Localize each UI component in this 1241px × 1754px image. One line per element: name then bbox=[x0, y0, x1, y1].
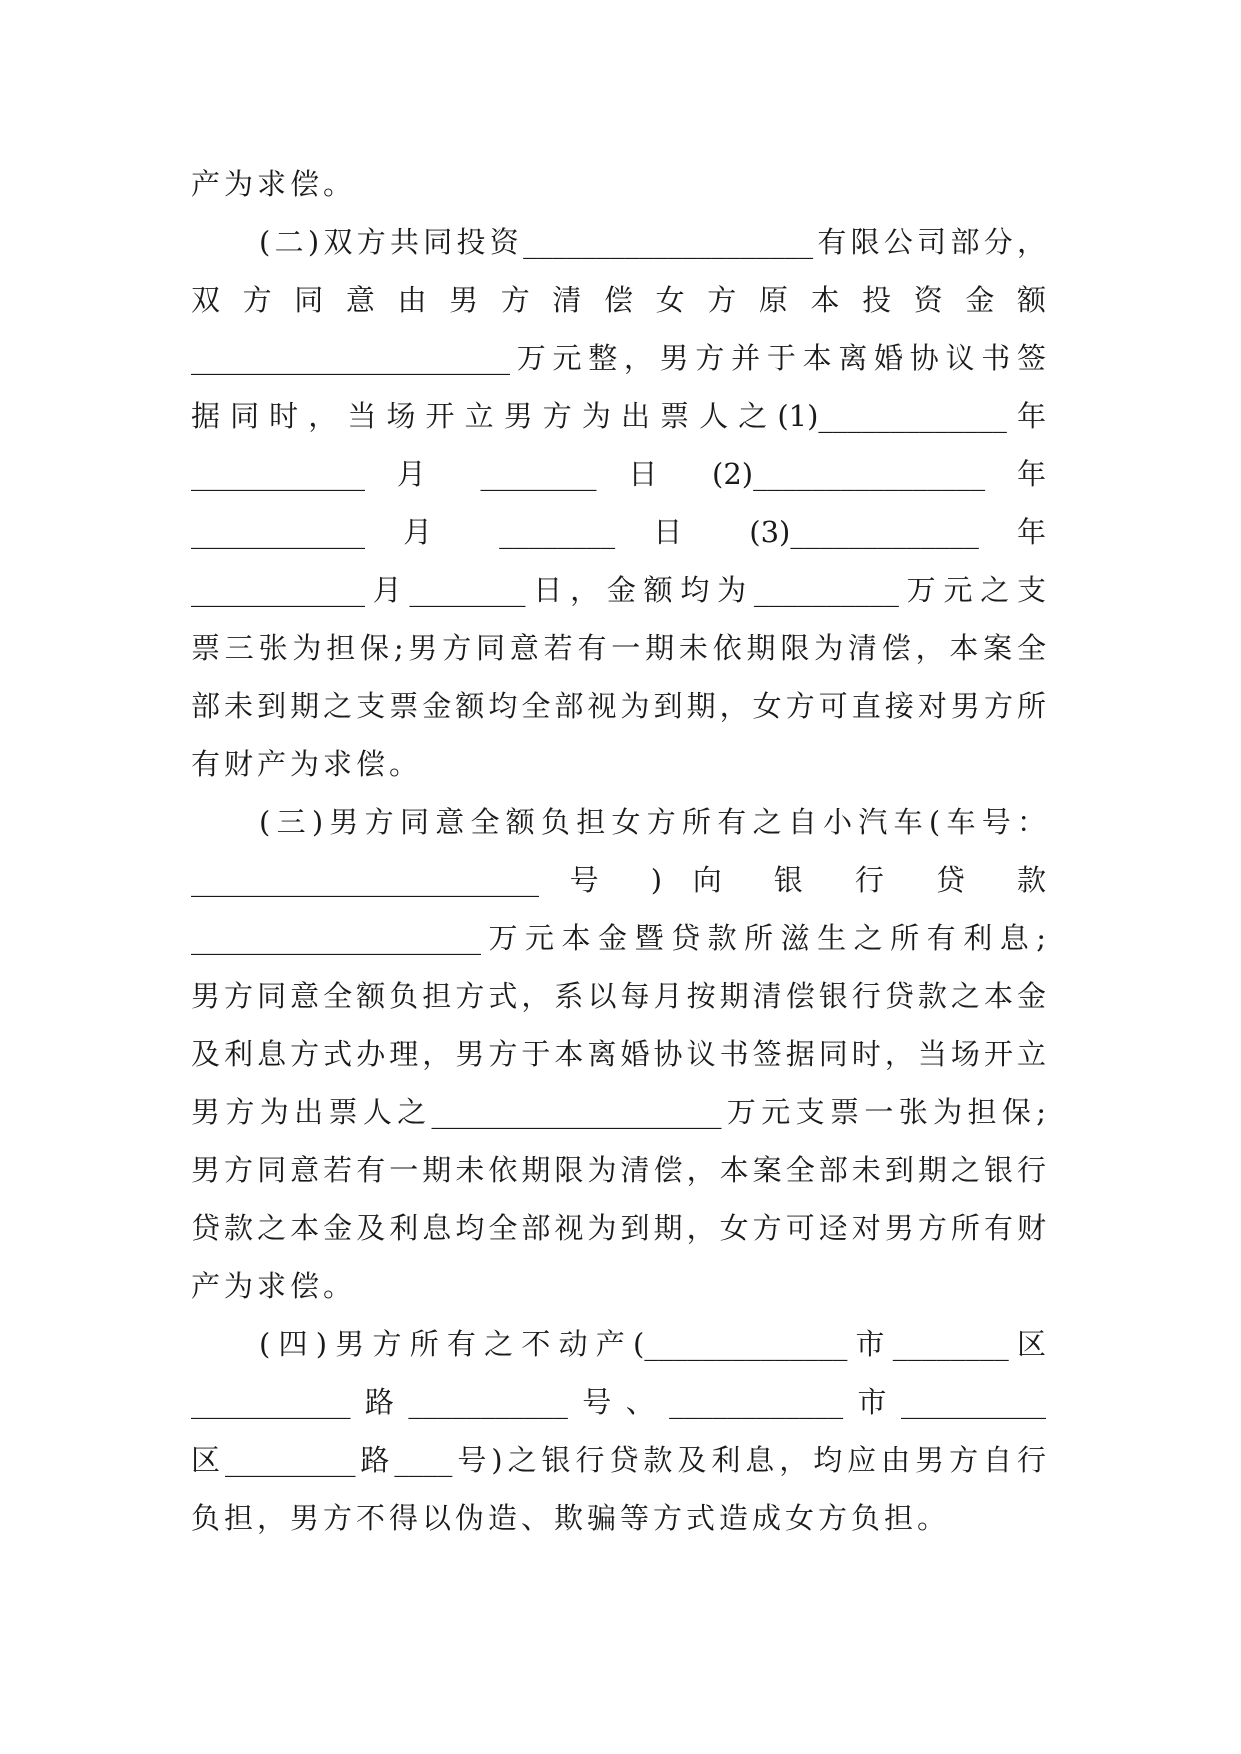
text-line: 及利息方式办理，男方于本离婚协议书签据同时，当场开立 bbox=[191, 1037, 1046, 1071]
text-line: ______________________万元整，男方并于本离婚协议书签 bbox=[191, 341, 1046, 375]
text-line: 负担，男方不得以伪造、欺骗等方式造成女方负担。 bbox=[191, 1501, 951, 1535]
text-line: 产为求偿。 bbox=[191, 167, 357, 201]
paragraph-4-first-line: (四)男方所有之不动产(______________市________区 bbox=[259, 1327, 1046, 1361]
text-line: 男方同意全额负担方式，系以每月按期清偿银行贷款之本金 bbox=[191, 979, 1046, 1013]
text-line: 有财产为求偿。 bbox=[191, 747, 423, 781]
text-line: 区_________路____号)之银行贷款及利息，均应由男方自行 bbox=[191, 1443, 1046, 1477]
text-line: 部未到期之支票金额均全部视为到期，女方可直接对男方所 bbox=[191, 689, 1046, 723]
text-line: ____________月________日，金额均为__________万元之支 bbox=[191, 573, 1046, 607]
text-line: ____________ 月 ________ 日 (2)________________ 年 bbox=[191, 457, 1046, 491]
text-line: 男方同意若有一期未依期限为清偿，本案全部未到期之银行 bbox=[191, 1153, 1046, 1187]
paragraph-2-first-line: (二)双方共同投资____________________有限公司部分， bbox=[259, 225, 1046, 259]
text-line: 贷款之本金及利息均全部视为到期，女方可迳对男方所有财 bbox=[191, 1211, 1046, 1245]
paragraph-3-first-line: (三)男方同意全额负担女方所有之自小汽车(车号： bbox=[259, 805, 1046, 839]
text-line: 产为求偿。 bbox=[191, 1269, 357, 1303]
text-line: 男方为出票人之____________________万元支票一张为担保; bbox=[191, 1095, 1046, 1129]
text-line: 票三张为担保;男方同意若有一期未依期限为清偿，本案全 bbox=[191, 631, 1046, 665]
text-line: ________________________ 号 ) 向 银 行 贷 款 bbox=[191, 863, 1046, 897]
text-line: 据同时，当场开立男方为出票人之(1)_____________年 bbox=[191, 399, 1046, 433]
text-line: 双 方 同 意 由 男 方 清 偿 女 方 原 本 投 资 金 额 bbox=[191, 283, 1046, 317]
text-line: ____________ 月 ________ 日 (3)_____________ 年 bbox=[191, 515, 1046, 549]
text-line: ___________路___________号、____________市__________ bbox=[191, 1385, 1046, 1419]
text-line: ____________________万元本金暨贷款所滋生之所有利息; bbox=[191, 921, 1046, 955]
